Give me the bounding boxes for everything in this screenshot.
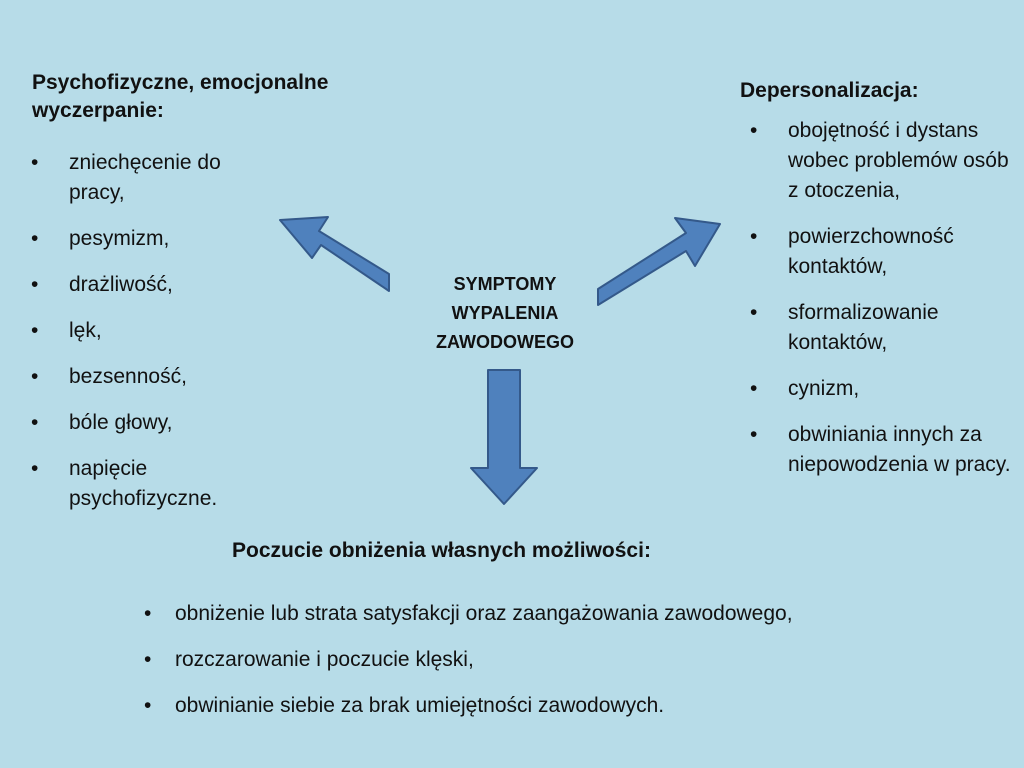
bullet-icon: • <box>750 225 758 248</box>
center-title-line: ZAWODOWEGO <box>436 332 574 352</box>
list-item-text: bezsenność, <box>69 365 187 388</box>
bullet-icon: • <box>31 151 39 174</box>
list-item <box>31 454 269 514</box>
bullet-icon: • <box>31 457 39 480</box>
bullet-icon: • <box>31 411 39 434</box>
center-title-line: WYPALENIA <box>451 303 559 323</box>
list-item-text: cynizm, <box>788 377 860 400</box>
list-item-text: sformalizowanie kontaktów, <box>788 301 939 354</box>
list-item-text: obniżenie lub strata satysfakcji oraz zaangażowania zawodowego, <box>175 602 793 625</box>
list-item <box>31 270 269 300</box>
bullet-icon: • <box>31 273 39 296</box>
arrow-up-left <box>280 217 389 291</box>
list-item <box>31 362 269 392</box>
list-item-text: bóle głowy, <box>69 411 173 434</box>
arrow-down <box>471 370 537 504</box>
bullet-icon: • <box>750 377 758 400</box>
list-item <box>750 116 1013 206</box>
bullet-icon: • <box>750 301 758 324</box>
bullet-icon: • <box>31 319 39 342</box>
list-item <box>31 224 269 254</box>
list-item-text: pesymizm, <box>69 227 170 250</box>
list-item-text: drażliwość, <box>69 273 173 296</box>
list-item <box>31 148 269 208</box>
left-bullet-list <box>31 148 269 514</box>
center-title <box>400 270 610 357</box>
list-item <box>750 374 1013 404</box>
list-item <box>31 316 269 346</box>
list-item <box>31 408 269 438</box>
left-heading-line: Psychofizyczne, emocjonalne <box>32 71 329 94</box>
list-item <box>750 420 1013 480</box>
list-item <box>144 599 975 629</box>
list-item-text: obojętność i dystans wobec problemów osób z otoczenia, <box>788 119 1009 202</box>
list-item-text: obwinianie siebie za brak umiejętności zawodowych. <box>175 694 665 717</box>
bottom-heading: Poczucie obniżenia własnych możliwości: <box>232 539 651 562</box>
left-heading <box>32 69 328 125</box>
bullet-icon: • <box>144 694 152 717</box>
list-item-text: zniechęcenie do pracy, <box>69 151 221 204</box>
center-title-line: SYMPTOMY <box>453 274 557 294</box>
list-item-text: lęk, <box>69 319 102 342</box>
bottom-bullet-list <box>144 599 975 721</box>
list-item <box>144 645 975 675</box>
bullet-icon: • <box>144 602 152 625</box>
list-item-text: rozczarowanie i poczucie klęski, <box>175 648 474 671</box>
list-item-text: obwiniania innych za niepowodzenia w pracy. <box>788 423 1011 476</box>
list-item <box>144 691 975 721</box>
bullet-icon: • <box>750 119 758 142</box>
bullet-icon: • <box>31 365 39 388</box>
bullet-icon: • <box>144 648 152 671</box>
bullet-icon: • <box>750 423 758 446</box>
left-heading-line: wyczerpanie: <box>32 99 164 122</box>
right-heading: Depersonalizacja: <box>740 79 919 102</box>
list-item-text: powierzchowność kontaktów, <box>788 225 954 278</box>
right-bullet-list <box>750 116 1013 480</box>
list-item-text: napięcie psychofizyczne. <box>69 457 218 510</box>
list-item <box>750 298 1013 358</box>
arrow-up-right <box>598 218 720 305</box>
bullet-icon: • <box>31 227 39 250</box>
list-item <box>750 222 1013 282</box>
